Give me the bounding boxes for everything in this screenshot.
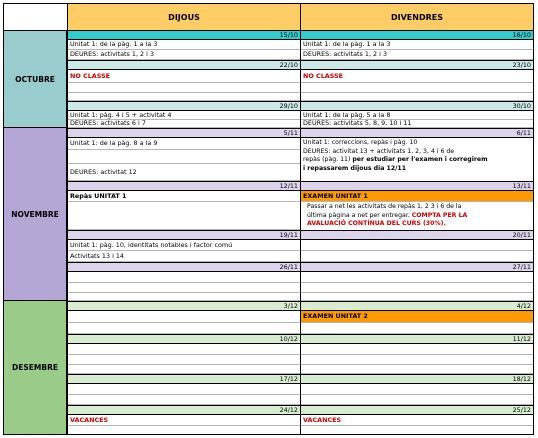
date-cell: 25/12 [301, 405, 533, 415]
no-class-note: NO CLASSE [301, 70, 533, 83]
date-cell: 23/10 [301, 60, 533, 70]
homework-text: repàs (pàg. 11) [303, 156, 353, 164]
homework-line [303, 156, 531, 165]
empty-cell [68, 365, 300, 374]
homework-emphasis: i repassarem dijous dia 12/11 [303, 164, 407, 172]
empty-cell [301, 293, 533, 301]
exam-cell: EXAMEN UNITAT 2 [301, 311, 533, 323]
homework-line: DEURES: activitat 13 + activitats 1, 2, 3, 4 i 6 de [303, 147, 455, 155]
empty-cell [301, 355, 533, 365]
homework-cell: DEURES: activitats 1, 2 i 3 [68, 50, 300, 60]
empty-cell [301, 283, 533, 293]
lesson-cell: Unitat 1: de la pàg. 1 a la 3 [301, 40, 533, 50]
empty-cell [68, 202, 300, 230]
vacation-note: VACANCES [68, 415, 300, 426]
lesson-cell: Unitat 1: pàg. 4 i 5 + activitat 4 [68, 111, 300, 120]
assignment-line: Passar a net les activitats de repàs 1, 2 3 i 6 de la [307, 203, 462, 210]
header-friday: DIVENDRES [300, 3, 534, 31]
assignment-emphasis: AVALUACIÓ CONTÍNUA DEL CURS (30%). [307, 220, 446, 228]
empty-cell [301, 344, 533, 355]
lesson-line: Unitat 1: correccions, repàs i pàg. 10 [303, 139, 418, 146]
empty-cell [301, 272, 533, 283]
homework-cell: DEURES: activitat 12 [68, 164, 300, 181]
homework-cell: DEURES: activitats 1, 2 i 3 [301, 50, 533, 60]
date-cell: 30/10 [301, 101, 533, 111]
date-cell: 4/12 [301, 301, 533, 311]
homework-cell: Activitats 13 i 14 [68, 251, 300, 262]
corner-cell [3, 3, 67, 31]
date-cell: 13/11 [301, 181, 533, 191]
empty-cell [68, 150, 300, 164]
empty-cell [301, 83, 533, 93]
empty-cell [301, 384, 533, 395]
date-cell: 18/12 [301, 374, 533, 384]
homework-cell: DEURES: activitats 6 i 7 [68, 120, 300, 128]
empty-cell [68, 293, 300, 301]
homework-emphasis: per estudiar per l'examen i corregirem [352, 156, 488, 164]
empty-cell [68, 93, 300, 101]
review-cell: Repàs UNITAT 1 [68, 191, 300, 202]
month-december [3, 300, 67, 435]
month-label: DESEMBRE [12, 363, 58, 372]
vacation-note: VACANCES [301, 415, 533, 426]
date-cell: 10/12 [68, 334, 300, 344]
calendar-table [3, 3, 534, 435]
date-cell: 24/12 [68, 405, 300, 415]
date-cell: 6/11 [301, 128, 533, 138]
empty-cell [301, 93, 533, 101]
assignment-line [307, 212, 531, 221]
empty-cell [68, 323, 300, 334]
month-october [3, 30, 67, 128]
lesson-cell: Unitat 1: pàg. 10, identitats notables i factor comú [68, 240, 300, 251]
date-cell: 12/11 [68, 181, 300, 191]
no-class-note: NO CLASSE [68, 70, 300, 83]
header-thursday: DIJOUS [67, 3, 301, 31]
assignment-block [301, 202, 533, 230]
empty-cell [301, 251, 533, 262]
date-cell: 3/12 [68, 301, 300, 311]
date-cell: 29/10 [68, 101, 300, 111]
month-label: NOVEMBRE [11, 209, 59, 219]
date-cell: 22/10 [68, 60, 300, 70]
date-cell: 26/11 [68, 262, 300, 272]
empty-cell [68, 355, 300, 365]
empty-cell [301, 395, 533, 405]
empty-cell [68, 384, 300, 395]
table-border [533, 3, 534, 435]
empty-cell [68, 395, 300, 405]
table-border [3, 434, 534, 435]
empty-cell [301, 240, 533, 251]
lesson-cell: Unitat 1: de la pàg. 1 a la 3 [68, 40, 300, 50]
empty-cell [301, 365, 533, 374]
date-cell: 5/11 [68, 128, 300, 138]
empty-cell [68, 83, 300, 93]
month-label: OCTUBRE [15, 74, 55, 84]
assignment-emphasis: COMPTA PER LA [411, 211, 468, 219]
month-november [3, 127, 67, 301]
empty-cell [301, 323, 533, 334]
empty-cell [68, 272, 300, 283]
date-cell: 20/11 [301, 230, 533, 240]
date-cell: 27/11 [301, 262, 533, 272]
date-cell: 16/10 [301, 30, 533, 40]
date-cell: 11/12 [301, 334, 533, 344]
date-cell: 15/10 [68, 30, 300, 40]
date-cell: 17/12 [68, 374, 300, 384]
assignment-text: última pàgina a net per entregar. [307, 211, 412, 219]
column-divider [300, 30, 301, 435]
homework-cell: DEURES: activitats 5, 8, 9, 10 i 11 [301, 120, 533, 128]
lesson-cell: Unitat 1: de la pàg. 8 a la 9 [68, 138, 300, 150]
lesson-cell: Unitat 1: de la pàg. 5 a la 8 [301, 111, 533, 120]
empty-cell [68, 283, 300, 293]
empty-cell [68, 344, 300, 355]
exam-cell: EXAMEN UNITAT 1 [301, 191, 533, 202]
column-divider [67, 30, 68, 435]
lesson-block [301, 138, 533, 181]
date-cell: 19/11 [68, 230, 300, 240]
empty-cell [68, 311, 300, 323]
